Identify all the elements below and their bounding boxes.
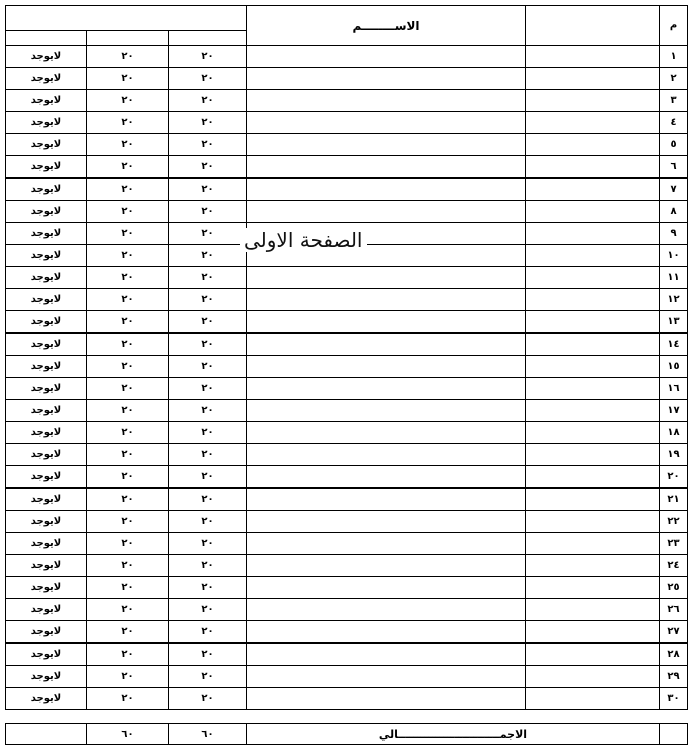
- cell-num: ٢: [660, 68, 688, 90]
- table-row: [6, 400, 688, 422]
- cell-num: ٢٨: [660, 643, 688, 666]
- table-row: [6, 666, 688, 688]
- cell-extra: [526, 223, 660, 245]
- cell-extra: [526, 422, 660, 444]
- cell-name: [247, 68, 526, 90]
- cell-none: لايوجد: [6, 289, 87, 311]
- cell-a: ٢٠: [87, 201, 169, 223]
- cell-a: ٢٠: [87, 90, 169, 112]
- cell-b: ٢٠: [169, 134, 247, 156]
- cell-a: ٢٠: [87, 378, 169, 400]
- header-extra-label: [526, 6, 660, 46]
- cell-extra: [526, 444, 660, 466]
- cell-extra: [526, 156, 660, 179]
- header-row-top: [6, 6, 688, 31]
- cell-name: [247, 201, 526, 223]
- cell-name: [247, 267, 526, 289]
- cell-extra: [526, 511, 660, 533]
- cell-num: ٢٧: [660, 621, 688, 644]
- table-row: [6, 156, 688, 179]
- cell-a: ٢٠: [87, 555, 169, 577]
- table-row: [6, 311, 688, 334]
- cell-extra: [526, 555, 660, 577]
- cell-b: ٢٠: [169, 577, 247, 599]
- cell-none: لايوجد: [6, 112, 87, 134]
- table-row: [6, 68, 688, 90]
- cell-name: [247, 666, 526, 688]
- total-empty: [660, 724, 688, 745]
- cell-name: [247, 577, 526, 599]
- cell-none: لايوجد: [6, 466, 87, 489]
- table-row: [6, 621, 688, 644]
- cell-num: ٢٢: [660, 511, 688, 533]
- total-b: ٦٠: [169, 724, 247, 745]
- cell-name: [247, 422, 526, 444]
- cell-a: ٢٠: [87, 311, 169, 334]
- grades-table: [5, 5, 688, 710]
- cell-none: لايوجد: [6, 223, 87, 245]
- cell-num: ٢٤: [660, 555, 688, 577]
- table-row: [6, 201, 688, 223]
- cell-name: [247, 333, 526, 356]
- cell-none: لايوجد: [6, 422, 87, 444]
- cell-name: [247, 90, 526, 112]
- total-label: الاجمـــــــــــــــــــــــــــالي: [247, 724, 660, 745]
- cell-extra: [526, 378, 660, 400]
- cell-none: لايوجد: [6, 68, 87, 90]
- cell-none: لايوجد: [6, 201, 87, 223]
- cell-name: [247, 289, 526, 311]
- cell-a: ٢٠: [87, 333, 169, 356]
- cell-none: لايوجد: [6, 46, 87, 68]
- cell-num: ٦: [660, 156, 688, 179]
- cell-name: [247, 621, 526, 644]
- cell-b: ٢٠: [169, 666, 247, 688]
- cell-num: ٢١: [660, 488, 688, 511]
- cell-a: ٢٠: [87, 223, 169, 245]
- cell-num: ١٤: [660, 333, 688, 356]
- cell-num: ١٦: [660, 378, 688, 400]
- cell-none: لايوجد: [6, 378, 87, 400]
- total-none: [6, 724, 87, 745]
- cell-extra: [526, 134, 660, 156]
- cell-b: ٢٠: [169, 356, 247, 378]
- cell-num: ٤: [660, 112, 688, 134]
- cell-extra: [526, 333, 660, 356]
- cell-b: ٢٠: [169, 643, 247, 666]
- cell-b: ٢٠: [169, 245, 247, 267]
- cell-none: لايوجد: [6, 621, 87, 644]
- cell-num: ١٨: [660, 422, 688, 444]
- cell-name: [247, 599, 526, 621]
- cell-a: ٢٠: [87, 666, 169, 688]
- cell-none: لايوجد: [6, 400, 87, 422]
- cell-name: [247, 46, 526, 68]
- cell-name: [247, 400, 526, 422]
- table-row: [6, 178, 688, 201]
- cell-extra: [526, 400, 660, 422]
- cell-extra: [526, 90, 660, 112]
- header-name-label: الاســــــــم: [247, 6, 526, 46]
- table-row: [6, 112, 688, 134]
- cell-b: ٢٠: [169, 466, 247, 489]
- cell-num: ١٩: [660, 444, 688, 466]
- cell-num: ١٢: [660, 289, 688, 311]
- cell-extra: [526, 599, 660, 621]
- table-row: [6, 466, 688, 489]
- table-row: [6, 599, 688, 621]
- cell-extra: [526, 577, 660, 599]
- table-row: [6, 444, 688, 466]
- table-row: [6, 488, 688, 511]
- cell-b: ٢٠: [169, 289, 247, 311]
- cell-num: ٢٠: [660, 466, 688, 489]
- table-row: [6, 422, 688, 444]
- cell-name: [247, 533, 526, 555]
- header-group-label: [6, 6, 247, 31]
- cell-name: [247, 156, 526, 179]
- cell-name: [247, 311, 526, 334]
- cell-a: ٢٠: [87, 444, 169, 466]
- cell-extra: [526, 621, 660, 644]
- table-row: [6, 533, 688, 555]
- cell-none: لايوجد: [6, 599, 87, 621]
- cell-a: ٢٠: [87, 400, 169, 422]
- cell-a: ٢٠: [87, 577, 169, 599]
- cell-b: ٢٠: [169, 201, 247, 223]
- cell-b: ٢٠: [169, 68, 247, 90]
- table-row: [6, 289, 688, 311]
- cell-b: ٢٠: [169, 555, 247, 577]
- cell-b: ٢٠: [169, 90, 247, 112]
- cell-b: ٢٠: [169, 46, 247, 68]
- cell-b: ٢٠: [169, 488, 247, 511]
- cell-a: ٢٠: [87, 688, 169, 710]
- table-row: [6, 511, 688, 533]
- cell-none: لايوجد: [6, 533, 87, 555]
- totals-row: [6, 724, 688, 745]
- cell-a: ٢٠: [87, 156, 169, 179]
- cell-none: لايوجد: [6, 267, 87, 289]
- cell-num: ١٧: [660, 400, 688, 422]
- cell-b: ٢٠: [169, 511, 247, 533]
- table-row: [6, 688, 688, 710]
- cell-none: لايوجد: [6, 577, 87, 599]
- cell-extra: [526, 688, 660, 710]
- cell-a: ٢٠: [87, 68, 169, 90]
- cell-name: [247, 356, 526, 378]
- cell-num: ١٠: [660, 245, 688, 267]
- cell-name: [247, 643, 526, 666]
- cell-num: ٧: [660, 178, 688, 201]
- cell-extra: [526, 466, 660, 489]
- cell-none: لايوجد: [6, 444, 87, 466]
- totals-table: [5, 723, 688, 745]
- cell-num: ٢٣: [660, 533, 688, 555]
- cell-a: ٢٠: [87, 643, 169, 666]
- cell-extra: [526, 245, 660, 267]
- cell-b: ٢٠: [169, 422, 247, 444]
- cell-extra: [526, 488, 660, 511]
- cell-b: ٢٠: [169, 533, 247, 555]
- header-col-none: [6, 31, 87, 46]
- cell-none: لايوجد: [6, 134, 87, 156]
- cell-none: لايوجد: [6, 688, 87, 710]
- cell-name: [247, 466, 526, 489]
- cell-extra: [526, 643, 660, 666]
- cell-name: [247, 555, 526, 577]
- cell-extra: [526, 201, 660, 223]
- cell-none: لايوجد: [6, 555, 87, 577]
- table-row: [6, 378, 688, 400]
- cell-none: لايوجد: [6, 643, 87, 666]
- table-row: [6, 46, 688, 68]
- cell-none: لايوجد: [6, 90, 87, 112]
- cell-b: ٢٠: [169, 267, 247, 289]
- cell-extra: [526, 356, 660, 378]
- cell-b: ٢٠: [169, 400, 247, 422]
- cell-num: ٢٦: [660, 599, 688, 621]
- cell-none: لايوجد: [6, 156, 87, 179]
- cell-a: ٢٠: [87, 356, 169, 378]
- cell-a: ٢٠: [87, 511, 169, 533]
- cell-a: ٢٠: [87, 289, 169, 311]
- table-row: [6, 333, 688, 356]
- page-watermark: الصفحة الاولى: [240, 228, 367, 252]
- cell-b: ٢٠: [169, 688, 247, 710]
- cell-a: ٢٠: [87, 466, 169, 489]
- cell-num: ٥: [660, 134, 688, 156]
- cell-a: ٢٠: [87, 422, 169, 444]
- cell-num: ٩: [660, 223, 688, 245]
- cell-none: لايوجد: [6, 333, 87, 356]
- cell-num: ٣٠: [660, 688, 688, 710]
- cell-b: ٢٠: [169, 178, 247, 201]
- cell-extra: [526, 267, 660, 289]
- cell-name: [247, 511, 526, 533]
- cell-a: ٢٠: [87, 599, 169, 621]
- cell-b: ٢٠: [169, 621, 247, 644]
- table-row: [6, 577, 688, 599]
- cell-a: ٢٠: [87, 46, 169, 68]
- cell-a: ٢٠: [87, 178, 169, 201]
- cell-name: [247, 688, 526, 710]
- cell-extra: [526, 178, 660, 201]
- cell-a: ٢٠: [87, 267, 169, 289]
- cell-none: لايوجد: [6, 356, 87, 378]
- cell-b: ٢٠: [169, 223, 247, 245]
- cell-a: ٢٠: [87, 488, 169, 511]
- cell-b: ٢٠: [169, 311, 247, 334]
- cell-num: ٢٥: [660, 577, 688, 599]
- table-row: [6, 356, 688, 378]
- header-col-b: [169, 31, 247, 46]
- cell-extra: [526, 46, 660, 68]
- header-col-a: [87, 31, 169, 46]
- cell-num: ١١: [660, 267, 688, 289]
- cell-b: ٢٠: [169, 156, 247, 179]
- cell-num: ٨: [660, 201, 688, 223]
- cell-a: ٢٠: [87, 533, 169, 555]
- cell-a: ٢٠: [87, 245, 169, 267]
- cell-a: ٢٠: [87, 112, 169, 134]
- cell-none: لايوجد: [6, 178, 87, 201]
- cell-b: ٢٠: [169, 333, 247, 356]
- cell-extra: [526, 289, 660, 311]
- cell-none: لايوجد: [6, 666, 87, 688]
- cell-none: لايوجد: [6, 488, 87, 511]
- cell-none: لايوجد: [6, 511, 87, 533]
- header-num-label: م: [660, 6, 688, 46]
- table-row: [6, 555, 688, 577]
- cell-extra: [526, 533, 660, 555]
- cell-name: [247, 134, 526, 156]
- table-row: [6, 643, 688, 666]
- table-row: [6, 267, 688, 289]
- cell-b: ٢٠: [169, 378, 247, 400]
- total-a: ٦٠: [87, 724, 169, 745]
- cell-none: لايوجد: [6, 311, 87, 334]
- cell-name: [247, 178, 526, 201]
- table-row: [6, 90, 688, 112]
- cell-b: ٢٠: [169, 444, 247, 466]
- cell-extra: [526, 112, 660, 134]
- cell-none: لايوجد: [6, 245, 87, 267]
- cell-num: ١: [660, 46, 688, 68]
- cell-extra: [526, 68, 660, 90]
- table-row: [6, 134, 688, 156]
- cell-num: ١٣: [660, 311, 688, 334]
- cell-a: ٢٠: [87, 621, 169, 644]
- cell-name: [247, 444, 526, 466]
- cell-name: [247, 378, 526, 400]
- cell-name: [247, 488, 526, 511]
- cell-num: ١٥: [660, 356, 688, 378]
- cell-num: ٢٩: [660, 666, 688, 688]
- cell-name: [247, 112, 526, 134]
- cell-extra: [526, 311, 660, 334]
- cell-a: ٢٠: [87, 134, 169, 156]
- cell-b: ٢٠: [169, 599, 247, 621]
- cell-num: ٣: [660, 90, 688, 112]
- cell-b: ٢٠: [169, 112, 247, 134]
- cell-extra: [526, 666, 660, 688]
